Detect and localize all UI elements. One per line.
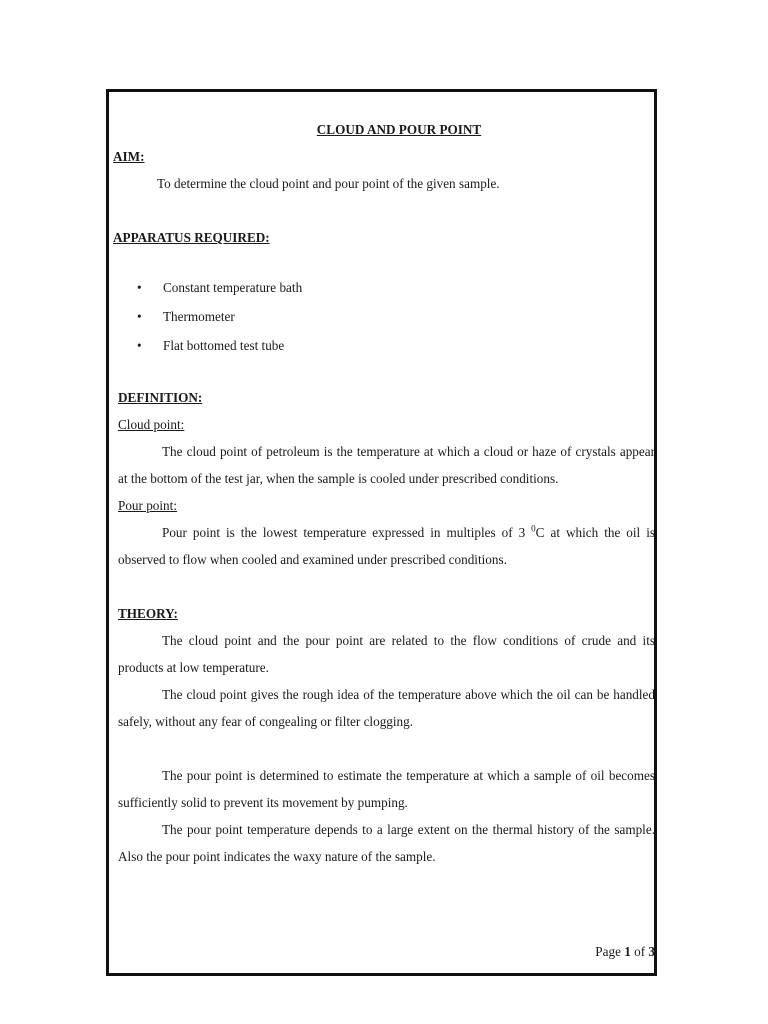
page-number: Page 1 of 3 (595, 944, 655, 959)
apparatus-list (113, 273, 655, 360)
list-item (113, 302, 655, 331)
bullet-icon: • (137, 309, 142, 324)
aim-heading: AIM: (113, 149, 145, 164)
document-body (113, 116, 655, 870)
pour-point-text: Pour point is the lowest temperature expressed in multiples of 3 $^0$C at which the oil is observed to flow when cooled and examined under prescribed conditions. (118, 523, 656, 567)
definition-heading: DEFINITION: (118, 390, 203, 405)
apparatus-item: Constant temperature bath (163, 280, 303, 295)
theory-heading: THEORY: (118, 606, 178, 621)
theory-paragraph: The cloud point and the pour point are related to the flow conditions of crude and its products at low temperature. (118, 633, 655, 675)
list-item (113, 273, 655, 302)
theory-paragraph: The pour point temperature depends to a large extent on the thermal history of the sample. Also the pour point indicates the waxy nature of the sample. (118, 822, 655, 864)
theory-paragraph: The cloud point gives the rough idea of the temperature above which the oil can be handled safely, without any fear of congealing or filter clogging. (118, 687, 655, 729)
pour-point-label: Pour point: (118, 498, 177, 513)
cloud-point-label: Cloud point: (118, 417, 185, 432)
document-title: CLOUD AND POUR POINT (316, 122, 482, 137)
apparatus-item: Flat bottomed test tube (163, 338, 285, 353)
apparatus-item: Thermometer (163, 309, 235, 324)
bullet-icon: • (137, 338, 142, 353)
apparatus-heading: APPARATUS REQUIRED: (113, 230, 270, 245)
cloud-point-text: The cloud point of petroleum is the temperature at which a cloud or haze of crystals appear at the bottom of the test jar, when the sample is cooled under prescribed conditions. (118, 444, 655, 486)
theory-paragraph: The pour point is determined to estimate the temperature at which a sample of oil becomes sufficiently solid to prevent its movement by pumping. (118, 768, 655, 810)
list-item (113, 331, 655, 360)
aim-text: To determine the cloud point and pour point of the given sample. (157, 176, 500, 191)
bullet-icon: • (137, 280, 142, 295)
